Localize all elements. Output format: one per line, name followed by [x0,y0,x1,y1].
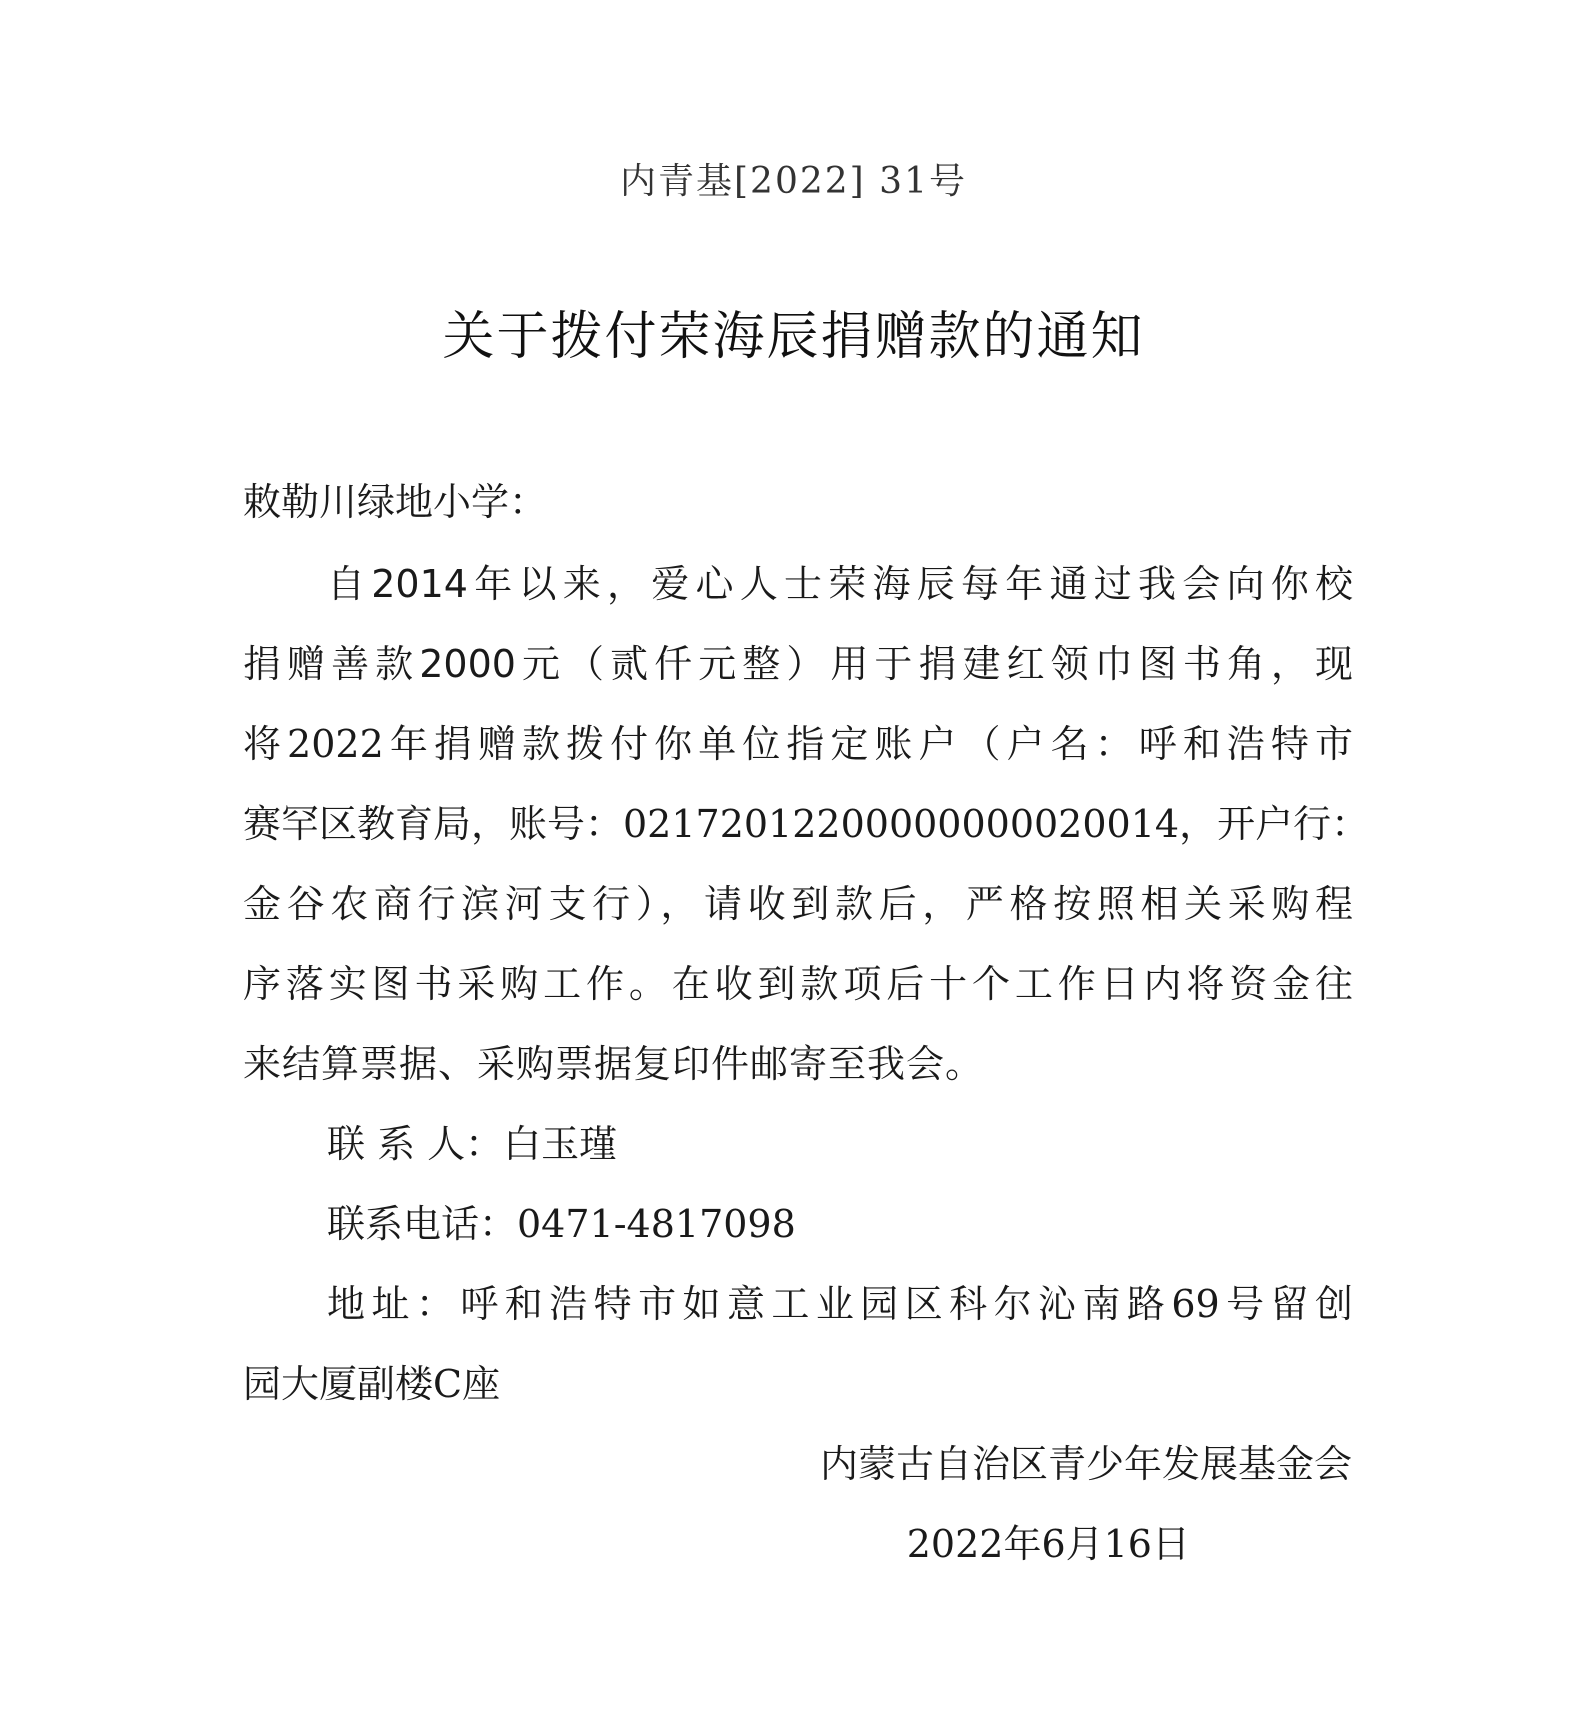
body-line-2: 捐赠善款2000元（贰仟元整）用于捐建红领巾图书角，现 [243,642,1353,686]
address-line-2: 园大厦副楼C座 [243,1362,501,1406]
document-number: 内青基[2022] 31号 [620,161,967,202]
body-line-3: 将2022年捐赠款拨付你单位指定账户（户名：呼和浩特市 [243,722,1353,766]
contact-person: 联 系 人：白玉瑾 [327,1122,618,1166]
document-title: 关于拨付荣海辰捐赠款的通知 [442,307,1145,367]
body-line-6: 序落实图书采购工作。在收到款项后十个工作日内将资金往 [243,962,1353,1006]
body-line-5: 金谷农商行滨河支行），请收到款后，严格按照相关采购程 [243,882,1353,926]
signature-date: 2022年6月16日 [906,1522,1190,1566]
body-line-4: 赛罕区教育局，账号：02172012200000000020014，开户行： [243,802,1370,846]
address-line-1: 地址：呼和浩特市如意工业园区科尔沁南路69号留创 [327,1282,1353,1326]
body-line-1: 自2014年以来，爱心人士荣海辰每年通过我会向你校 [327,562,1353,606]
contact-phone: 联系电话：0471-4817098 [327,1202,796,1246]
salutation: 敕勒川绿地小学： [243,480,548,524]
signature-organization: 内蒙古自治区青少年发展基金会 [819,1442,1352,1486]
body-line-7: 来结算票据、采购票据复印件邮寄至我会。 [243,1042,985,1086]
